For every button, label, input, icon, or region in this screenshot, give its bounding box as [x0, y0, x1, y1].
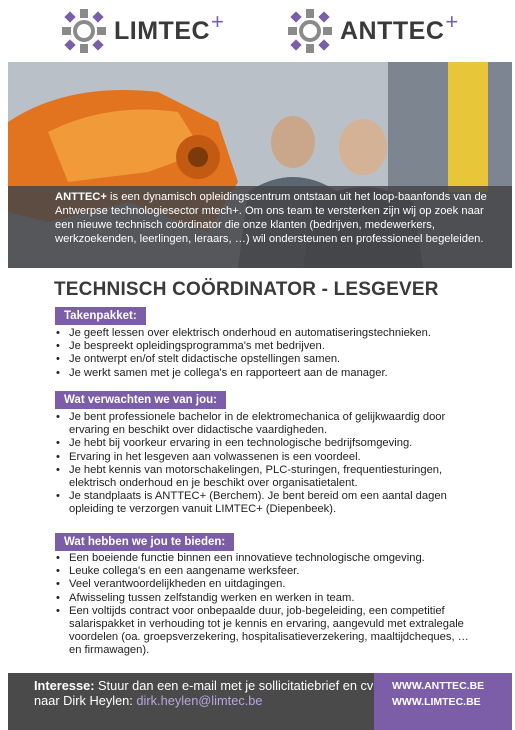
list-item: • Afwisseling tussen zelfstandig werken en werken in team.: [56, 592, 476, 605]
list-item: • Leuke collega's en een aangename werksfeer.: [56, 565, 476, 578]
list-takenpakket: [56, 327, 476, 380]
list-verwachtingen: [56, 411, 476, 517]
list-item: • Je bent professionele bachelor in de elektromechanica of gelijkwaardig door ervaring en beschikt over didactische vaardigheden.: [56, 411, 476, 437]
list-item: • Je ontwerpt en/of stelt didactische opstellingen samen.: [56, 353, 476, 366]
list-item: • Je geeft lessen over elektrisch onderhoud en automatiseringstechnieken.: [56, 327, 476, 340]
intro-brand: ANTTEC+: [55, 191, 107, 203]
list-item: • Je hebt kennis van motorschakelingen, PLC-sturingen, frequentiesturingen, elektrisch onderhoud en je beschikt over organisatietalent.: [56, 464, 476, 490]
contact-email-link[interactable]: dirk.heylen@limtec.be: [136, 693, 263, 708]
list-item: • Je bespreekt opleidingsprogramma's met bedrijven.: [56, 340, 476, 353]
list-item: • Je hebt bij voorkeur ervaring in een technologische bedrijfsomgeving.: [56, 437, 476, 450]
limtec-plus: +: [211, 9, 224, 34]
footer-links: [374, 673, 512, 730]
list-aanbod: [56, 552, 476, 658]
list-item: • Een voltijds contract voor onbepaalde duur, job-begeleiding, een competitief salarispakket in verhouding tot je kennis en ervaring, aangevuld met extralegale voordelen (oa. groepsverzekering, hospitalisatieverzekering, maaltijdcheques, … en firmawagen).: [56, 605, 476, 658]
header-logos: [0, 0, 515, 62]
section-label-verwachtingen: Wat verwachten we van jou:: [55, 391, 226, 409]
list-item: • Je werkt samen met je collega's en rapporteert aan de manager.: [56, 367, 476, 380]
intro-text: [55, 190, 495, 246]
section-label-aanbod: Wat hebben we jou te bieden:: [55, 533, 234, 551]
list-item: • Een boeiende functie binnen een innovatieve technologische omgeving.: [56, 552, 476, 565]
limtec-website-link[interactable]: WWW.LIMTEC.BE: [392, 696, 481, 708]
contact-body: Stuur dan een e-mail met je sollicitatiebrief en cv naar Dirk Heylen:: [34, 678, 374, 708]
limtec-logo: [60, 8, 224, 54]
section-label-takenpakket: Takenpakket:: [55, 307, 146, 325]
list-item: • Ervaring in het lesgeven aan volwassenen is een voordeel.: [56, 451, 476, 464]
intro-caption: [8, 186, 512, 268]
anttec-website-link[interactable]: WWW.ANTTEC.BE: [392, 680, 485, 692]
anttec-plus: +: [445, 9, 459, 34]
intro-body: is een dynamisch opleidingscentrum ontstaan uit het loop-baanfonds van de Antwerpse technologiesector mtech+. Om ons team te versterken zijn wij op zoek naar een nieuwe technisch coördinator die onze klanten (bedrijven, medewerkers, werkzoekenden, leerlingen, leraars, …) wil ondersteunen en professioneel begeleiden.: [55, 191, 487, 245]
gear-logo-icon: [286, 7, 334, 55]
anttec-wordmark: ANTTEC: [340, 16, 445, 45]
gear-logo-icon: [60, 7, 108, 55]
hero-image: [8, 62, 512, 268]
list-item: • Je standplaats is ANTTEC+ (Berchem). Je bent bereid om een aantal dagen opleiding te verzorgen vanuit LIMTEC+ (Diepenbeek).: [56, 490, 476, 516]
footer: [8, 673, 512, 730]
job-title: TECHNISCH COÖRDINATOR - LESGEVER: [54, 279, 439, 300]
list-item: • Veel verantwoordelijkheden en uitdagingen.: [56, 578, 476, 591]
contact-text: [34, 678, 374, 708]
anttec-logo: [286, 8, 458, 54]
limtec-wordmark: LIMTEC: [114, 16, 211, 45]
footer-contact: [8, 673, 374, 730]
contact-label: Interesse:: [34, 678, 95, 693]
